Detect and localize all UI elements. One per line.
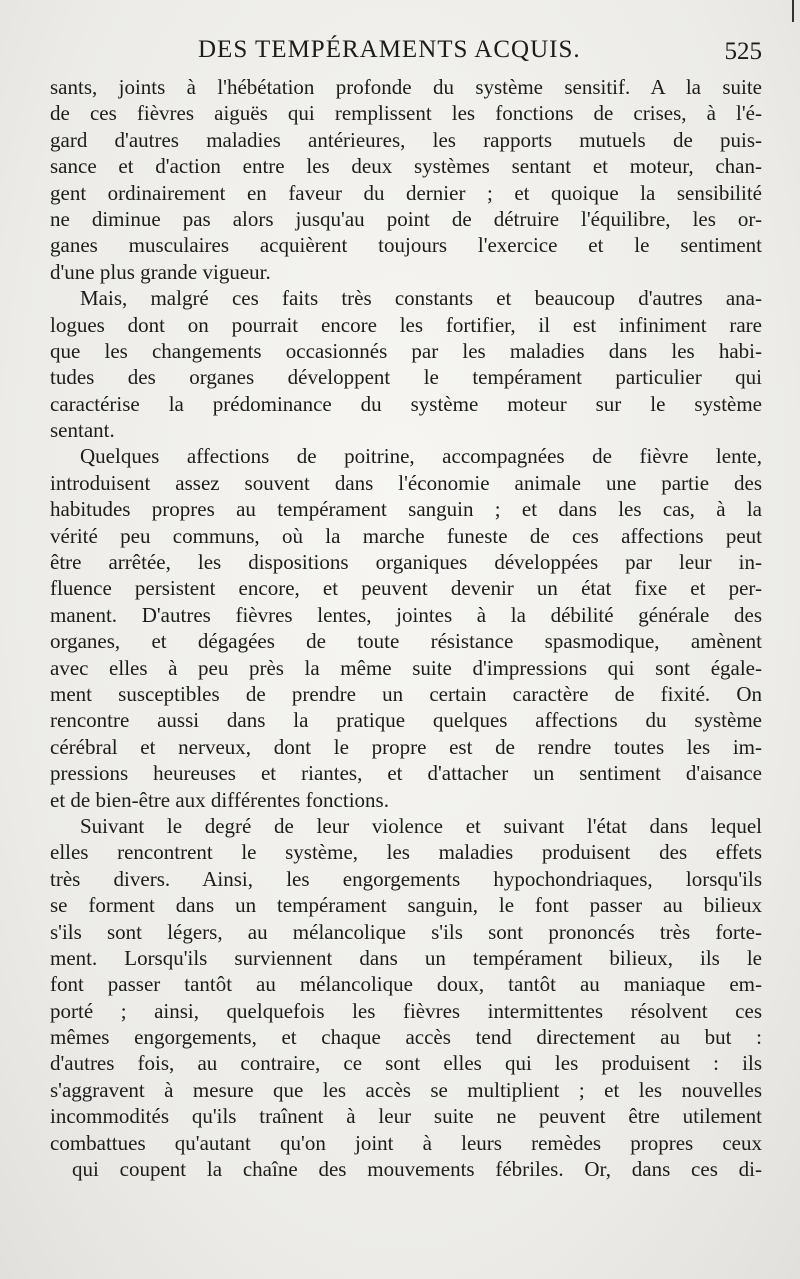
text-line: incommodités qu'ils traînent à leur suite ne peuvent être utilement	[50, 1104, 762, 1129]
text-line: caractérise la prédominance du système moteur sur le système	[50, 391, 762, 416]
text-line: ment susceptibles de prendre un certain caractère de fixité. On	[50, 681, 762, 706]
text-line: rencontre aussi dans la pratique quelques affections du système	[50, 708, 762, 733]
text-line: logues dont on pourrait encore les fortifier, il est infiniment rare	[50, 312, 762, 337]
body-text	[50, 74, 762, 1182]
text-line: Suivant le degré de leur violence et suivant l'état dans lequel	[80, 813, 762, 838]
text-line: de ces fièvres aiguës qui remplissent les fonctions de crises, à l'é-	[50, 101, 762, 126]
paragraph-1	[50, 74, 762, 285]
text-line: ment. Lorsqu'ils surviennent dans un tempérament bilieux, ils le	[50, 945, 762, 970]
text-line: sance et d'action entre les deux systèmes sentant et moteur, chan-	[50, 154, 762, 179]
text-line: tudes des organes développent le tempérament particulier qui	[50, 365, 762, 390]
text-line: avec elles à peu près la même suite d'impressions qui sont égale-	[50, 655, 762, 680]
text-line: combattues qu'autant qu'on joint à leurs remèdes propres ceux	[50, 1130, 762, 1155]
text-line: que les changements occasionnés par les maladies dans les habi-	[50, 338, 762, 363]
text-line: vérité peu communs, où la marche funeste de ces affections peut	[50, 523, 762, 548]
page-header	[50, 36, 762, 66]
text-line: qui coupent la chaîne des mouvements fébriles. Or, dans ces di-	[72, 1157, 762, 1182]
text-line: porté ; ainsi, quelquefois les fièvres intermittentes résolvent ces	[50, 998, 762, 1023]
text-line: s'ils sont légers, au mélancolique s'ils sont prononcés très forte-	[50, 919, 762, 944]
running-title: DES TEMPÉRAMENTS ACQUIS.	[198, 36, 581, 63]
text-line: font passer tantôt au mélancolique doux, tantôt au maniaque em-	[50, 972, 762, 997]
text-line: introduisent assez souvent dans l'économie animale une partie des	[50, 470, 762, 495]
text-line: pressions heureuses et riantes, et d'attacher un sentiment d'aisance	[50, 761, 762, 786]
text-line: sants, joints à l'hébétation profonde du système sensitif. A la suite	[50, 75, 762, 99]
paragraph-4	[50, 813, 762, 1182]
paragraph-3	[50, 443, 762, 812]
text-line: mêmes engorgements, et chaque accès tend directement au but :	[50, 1025, 762, 1050]
text-line: d'autres fois, au contraire, ce sont elles qui les produisent : ils	[50, 1051, 762, 1076]
page-edge-mark	[792, 0, 794, 22]
text-line: habitudes propres au tempérament sanguin ; et dans les cas, à la	[50, 497, 762, 522]
text-line: et de bien-être aux différentes fonctions.	[50, 787, 389, 812]
text-line: très divers. Ainsi, les engorgements hypochondriaques, lorsqu'ils	[50, 866, 762, 891]
text-line: gard d'autres maladies antérieures, les rapports mutuels de puis-	[50, 127, 762, 152]
text-line: ganes musculaires acquièrent toujours l'exercice et le sentiment	[50, 233, 762, 258]
text-line: organes, et dégagées de toute résistance spasmodique, amènent	[50, 629, 762, 654]
text-line: s'aggravent à mesure que les accès se multiplient ; et les nouvelles	[50, 1077, 762, 1102]
text-line: d'une plus grande vigueur.	[50, 259, 271, 284]
text-line: gent ordinairement en faveur du dernier ; et quoique la sensibilité	[50, 180, 762, 205]
text-line: manent. D'autres fièvres lentes, jointes à la débilité générale des	[50, 602, 762, 627]
text-line: Mais, malgré ces faits très constants et beaucoup d'autres ana-	[80, 286, 762, 311]
text-line: se forment dans un tempérament sanguin, le font passer au bilieux	[50, 893, 762, 918]
text-line: ne diminue pas alors jusqu'au point de détruire l'équilibre, les or-	[50, 206, 762, 231]
text-line: sentant.	[50, 418, 115, 443]
page-number: 525	[724, 38, 762, 65]
text-line: elles rencontrent le système, les maladies produisent des effets	[50, 840, 762, 865]
paragraph-2	[50, 285, 762, 443]
text-line: cérébral et nerveux, dont le propre est de rendre toutes les im-	[50, 734, 762, 759]
text-line: être arrêtée, les dispositions organiques développées par leur in-	[50, 550, 762, 575]
text-line: Quelques affections de poitrine, accompagnées de fièvre lente,	[80, 444, 762, 469]
text-line: fluence persistent encore, et peuvent devenir un état fixe et per-	[50, 576, 762, 601]
